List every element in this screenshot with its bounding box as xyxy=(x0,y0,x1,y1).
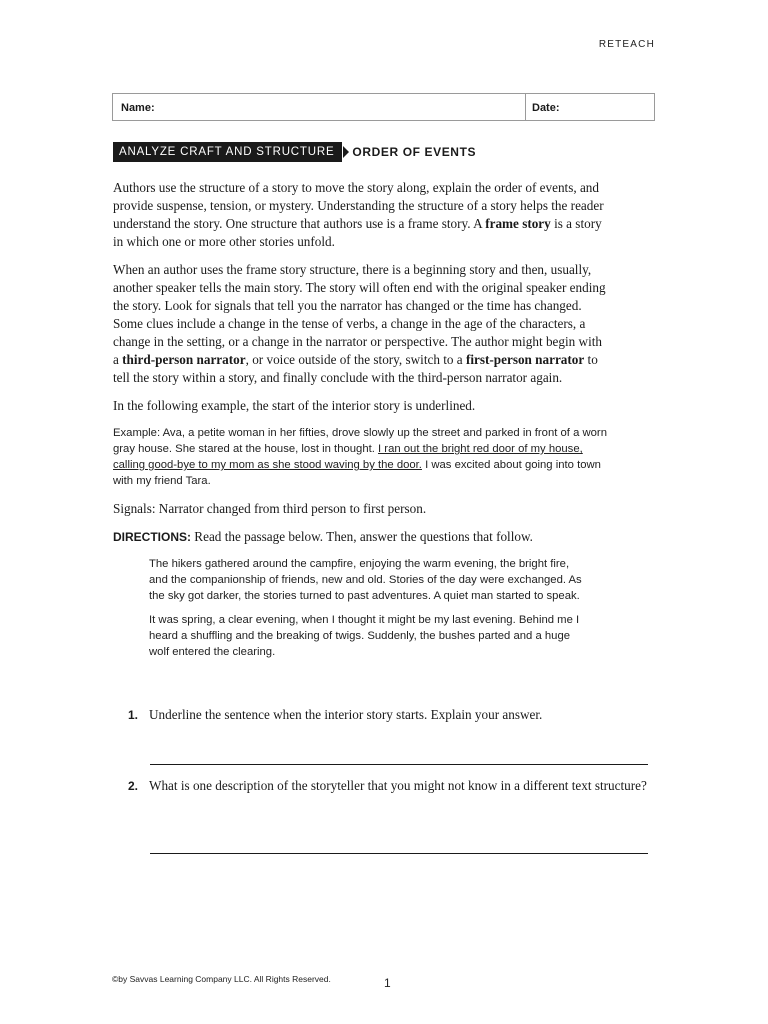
signals-note: Signals: Narrator changed from third person to first person. xyxy=(113,501,427,516)
question-number: 2. xyxy=(128,779,139,793)
question-text: What is one description of the storyteller that you might not know in a different text structure? xyxy=(149,778,647,793)
example-text: Example: Ava, a petite woman in her fifties, drove slowly up the street and parked in front of a worn gray house. She stared at the house, lost in thought. xyxy=(113,427,607,455)
directions-label: DIRECTIONS: xyxy=(113,530,191,544)
name-field[interactable] xyxy=(113,94,526,120)
answer-line-1[interactable] xyxy=(150,764,648,765)
intro-text: When an author uses the frame story structure, there is a beginning story and then, usually, another speaker tells the main story. The story will often end with the original speaker ending the story. Look for signals that tell you the narrator has changed or the time has changed. Some clues include a change in the tense of verbs, a change in the age of the characters, a change in the setting, or a change in the narrator or perspective. The author might begin with a xyxy=(113,262,606,367)
intro-paragraph-2 xyxy=(113,261,609,387)
example-underlined: I ran out the bright red door of my house, calling good-bye to my mom as she stood waving by the door. xyxy=(113,443,583,471)
intro-paragraph-3: In the following example, the start of the interior story is underlined. xyxy=(113,398,476,413)
date-label: Date: xyxy=(532,102,560,114)
banner-topic: ORDER OF EVENTS xyxy=(352,145,477,159)
term-first-person: first-person narrator xyxy=(465,352,585,367)
question-text: Underline the sentence when the interior story starts. Explain your answer. xyxy=(149,707,543,722)
banner-category: ANALYZE CRAFT AND STRUCTURE xyxy=(113,142,342,162)
example-passage xyxy=(113,425,609,489)
reading-passage xyxy=(149,556,589,660)
copyright-notice: ©by Savvas Learning Company LLC. All Rights Reserved. xyxy=(112,974,331,984)
answer-line-2[interactable] xyxy=(150,853,648,854)
directions xyxy=(113,528,609,546)
directions-text: Read the passage below. Then, answer the questions that follow. xyxy=(191,529,533,544)
question-2 xyxy=(128,777,659,795)
intro-text: , or voice outside of the story, switch to a xyxy=(245,352,466,367)
name-date-box xyxy=(112,93,655,121)
worksheet-content xyxy=(113,179,609,668)
intro-text: Authors use the structure of a story to move the story along, explain the order of events, and provide suspense, tension, or mystery. Understanding the structure of a story helps the reader understand the story. One structure that authors use is a frame story. A xyxy=(113,180,604,231)
name-label: Name: xyxy=(121,102,155,114)
passage-paragraph-1: The hikers gathered around the campfire, enjoying the warm evening, the bright fire, and the companionship of friends, new and old. Stories of the day were exchanged. As the sky got darker, the stories turned to past adventures. A quiet man started to speak. xyxy=(149,558,582,602)
term-third-person: third-person narrator xyxy=(122,352,246,367)
term-frame-story: frame story xyxy=(485,216,551,231)
intro-text: to tell the story within a story, and finally conclude with the third-person narrator again. xyxy=(113,352,598,385)
reteach-label: RETEACH xyxy=(598,39,655,50)
section-banner xyxy=(113,142,476,162)
intro-paragraph-1 xyxy=(113,179,609,251)
date-field[interactable] xyxy=(526,94,654,120)
passage-paragraph-2: It was spring, a clear evening, when I thought it might be my last evening. Behind me I heard a shuffling and the breaking of twigs. Suddenly, the bushes parted and a huge wolf entered the clearing. xyxy=(149,614,580,658)
page-number: 1 xyxy=(384,976,391,990)
example-text: I was excited about going into town with my friend Tara. xyxy=(113,459,601,487)
banner-arrow-icon xyxy=(343,146,349,158)
question-1 xyxy=(128,706,659,724)
intro-text: is a story in which one or more other stories unfold. xyxy=(113,216,602,249)
question-number: 1. xyxy=(128,708,139,722)
